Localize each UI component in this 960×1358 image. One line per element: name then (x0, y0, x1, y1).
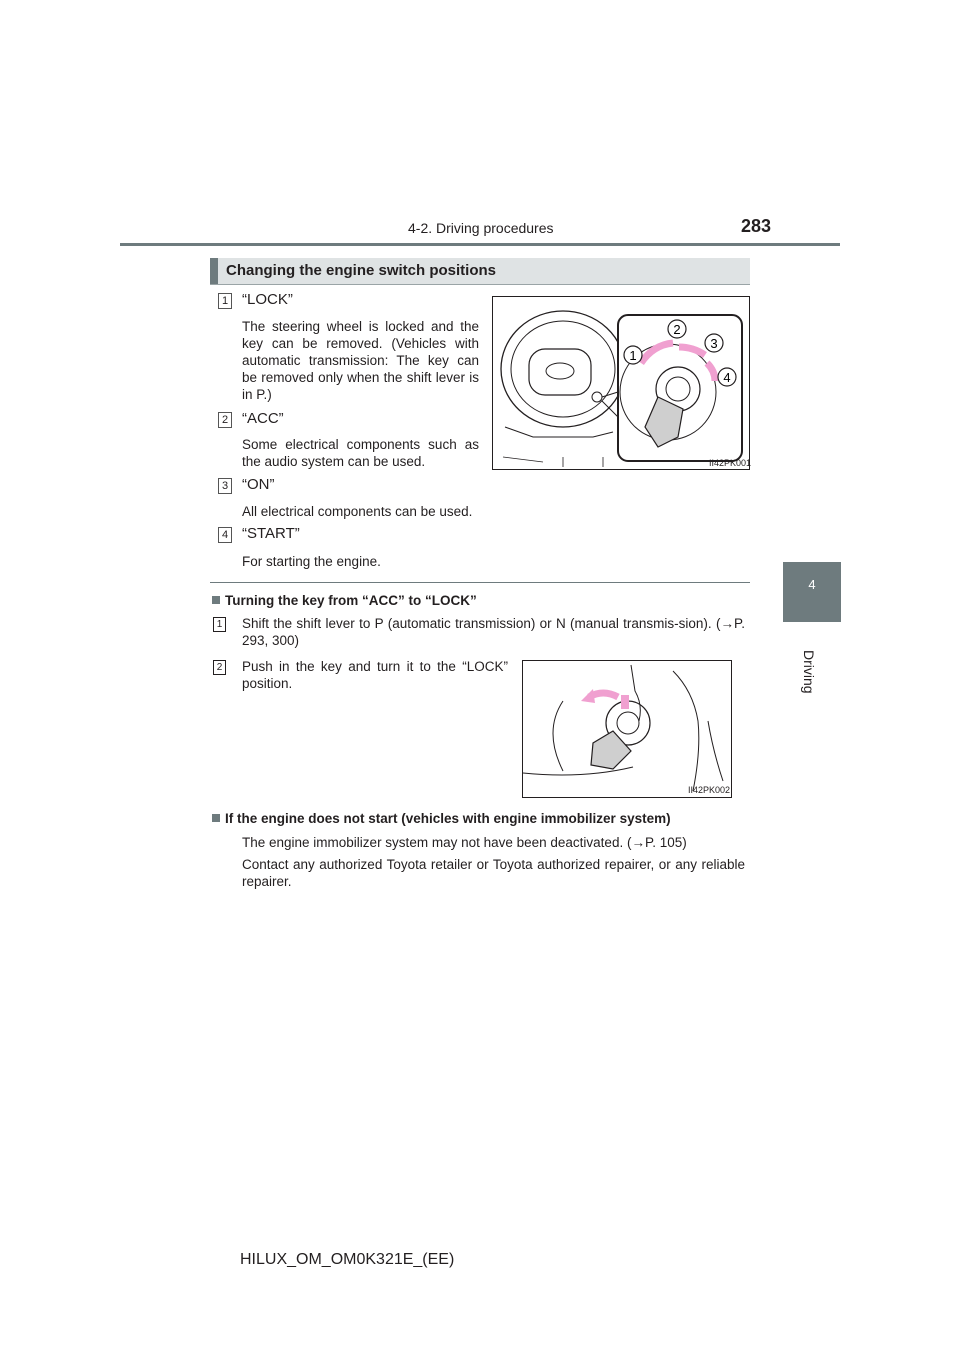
callout-3: 3 (710, 336, 718, 351)
chapter-number: 4 (808, 577, 816, 592)
figure-key-drawing (523, 661, 731, 797)
figure-ignition-positions (492, 296, 750, 470)
immobilizer-p1: The engine immobilizer system may not have been deactivated. (→P. 105) (242, 835, 687, 850)
position-desc-on: All electrical components can be used. (242, 504, 473, 519)
position-label-start: “START” (242, 525, 300, 542)
immobilizer-p2: Contact any authorized Toyota retailer or Toyota authorized repairer, or any reliable repairer. (242, 857, 745, 889)
position-number-3: 3 (218, 478, 232, 494)
position-label-on: “ON” (242, 476, 275, 493)
chapter-tab (783, 562, 841, 622)
immobilizer-heading (212, 811, 671, 826)
figure1-code: II42PK001 (709, 458, 752, 468)
footer-doc-code: HILUX_OM_OM0K321E_(EE) (240, 1251, 455, 1268)
callout-4: 4 (723, 370, 731, 385)
position-number-1: 1 (218, 293, 232, 309)
turning-heading (212, 593, 477, 608)
position-desc-acc: Some electrical components such as the audio system can be used. (242, 437, 479, 469)
position-label-acc: “ACC” (242, 410, 284, 427)
step-text-1: Shift the shift lever to P (automatic transmission) or N (manual transmis-sion). (→P. 293, 300) (242, 616, 745, 648)
header-rule (120, 243, 840, 246)
step-text-2: Push in the key and turn it to the “LOCK” position. (242, 659, 508, 691)
immobilizer-heading-text: If the engine does not start (vehicles with engine immobilizer system) (225, 811, 671, 826)
position-number-2: 2 (218, 412, 232, 428)
callout-2: 2 (673, 322, 681, 337)
figure-key-turn-lock (522, 660, 732, 798)
section-title-bar (210, 258, 750, 285)
section-title: Changing the engine switch positions (226, 262, 497, 279)
chapter-label-wrap (783, 630, 841, 694)
step-number-2: 2 (213, 660, 226, 675)
position-label-lock: “LOCK” (242, 291, 293, 308)
bullet-square (212, 814, 220, 822)
section-separator (210, 582, 750, 583)
figure2-code: II42PK002 (688, 785, 731, 795)
page-number: 283 (741, 216, 772, 236)
section-accent (210, 258, 218, 284)
chapter-label: Driving (801, 650, 817, 694)
callout-1: 1 (629, 348, 637, 363)
position-desc-start: For starting the engine. (242, 554, 381, 569)
header-section: 4-2. Driving procedures (408, 220, 554, 236)
bullet-square (212, 596, 220, 604)
step-number-1: 1 (213, 617, 226, 632)
position-number-4: 4 (218, 527, 232, 543)
figure-ignition-drawing (493, 297, 752, 469)
position-desc-lock: The steering wheel is locked and the key can be removed. (Vehicles with automatic transmission: The key can be removed only when the shift lever is in P.) (242, 319, 479, 402)
turning-heading-text: Turning the key from “ACC” to “LOCK” (225, 593, 477, 608)
